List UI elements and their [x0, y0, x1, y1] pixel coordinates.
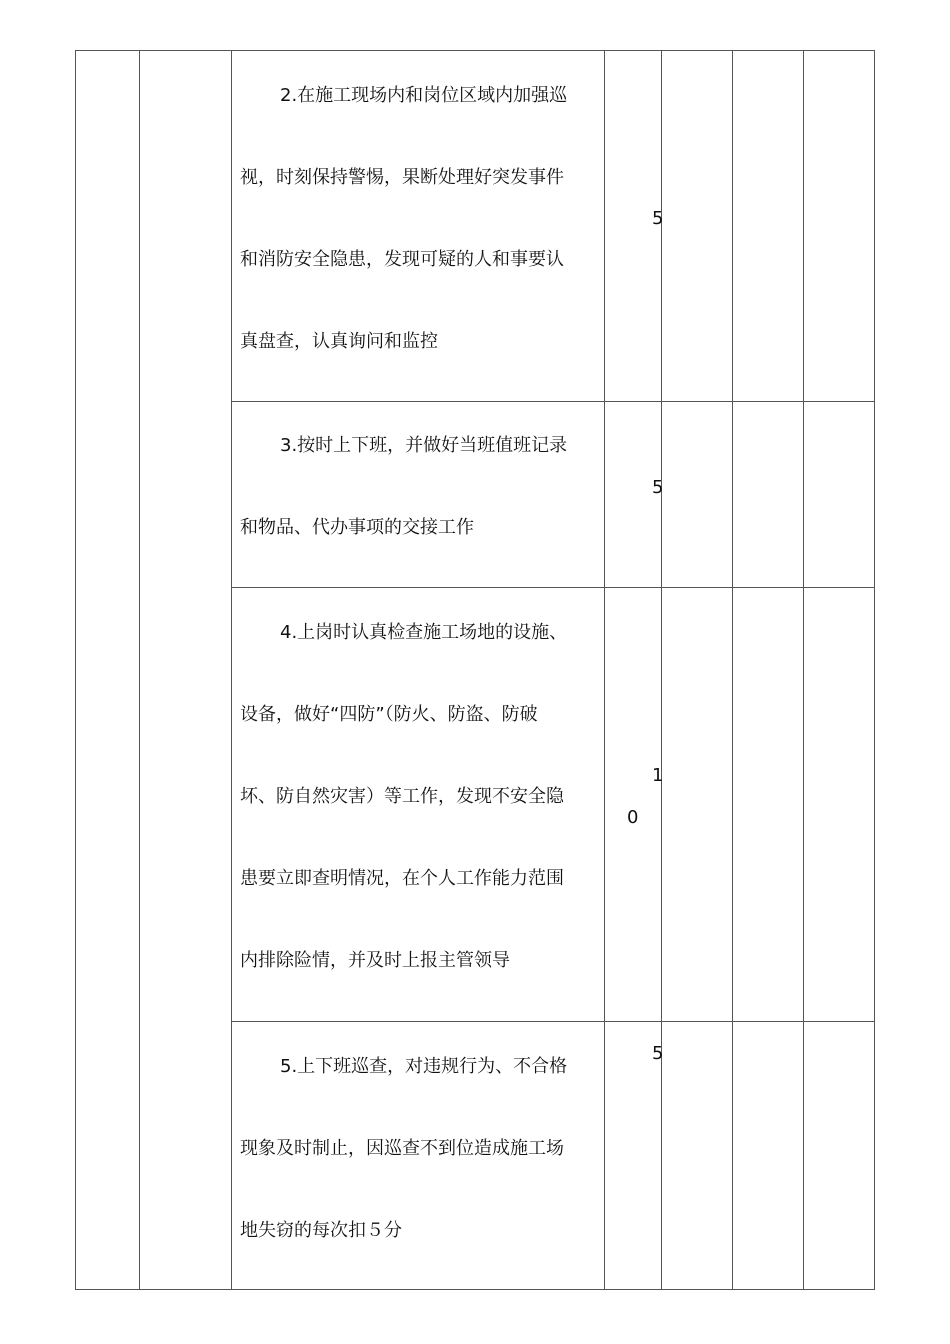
score-value: 5	[652, 1043, 664, 1064]
criteria-cell	[240, 55, 567, 383]
score-value-digit-2: 0	[627, 807, 639, 828]
criteria-line: 真盘查，认真询问和监控	[240, 331, 438, 352]
criteria-line: 和消防安全隐患，发现可疑的人和事要认	[240, 249, 564, 270]
criteria-line: 3.按时上下班，并做好当班值班记录	[280, 435, 568, 456]
table-bottom-border	[75, 1289, 875, 1290]
criteria-cell	[240, 405, 567, 569]
row-border	[231, 587, 875, 588]
score-value-digit-1: 1	[652, 765, 664, 786]
row-border	[231, 1021, 875, 1022]
criteria-cell	[240, 1026, 567, 1272]
table-top-border	[75, 50, 875, 51]
column-border	[231, 50, 232, 1290]
criteria-line: 坏、防自然灾害）等工作，发现不安全隐	[240, 786, 564, 807]
criteria-line: 视，时刻保持警惕，果断处理好突发事件	[240, 167, 564, 188]
criteria-line: 现象及时制止，因巡查不到位造成施工场	[240, 1138, 564, 1159]
criteria-line: 地失窃的每次扣５分	[240, 1220, 402, 1241]
criteria-line: 设备，做好“四防”（防火、防盗、防破	[240, 704, 538, 725]
column-border	[75, 50, 76, 1290]
column-border	[661, 50, 662, 1290]
criteria-line: 4.上岗时认真检查施工场地的设施、	[280, 622, 568, 643]
criteria-line: 和物品、代办事项的交接工作	[240, 517, 474, 538]
criteria-cell	[240, 592, 567, 1002]
column-border	[874, 50, 875, 1290]
score-value: 5	[652, 208, 664, 229]
score-value: 5	[652, 477, 664, 498]
criteria-line: 5.上下班巡查，对违规行为、不合格	[280, 1056, 568, 1077]
row-border	[231, 401, 875, 402]
criteria-line: 内排除险情，并及时上报主管领导	[240, 950, 510, 971]
column-border	[803, 50, 804, 1290]
criteria-line: 2.在施工现场内和岗位区域内加强巡	[280, 85, 568, 106]
column-border	[732, 50, 733, 1290]
column-border	[604, 50, 605, 1290]
column-border	[139, 50, 140, 1290]
criteria-line: 患要立即查明情况，在个人工作能力范围	[240, 868, 564, 889]
